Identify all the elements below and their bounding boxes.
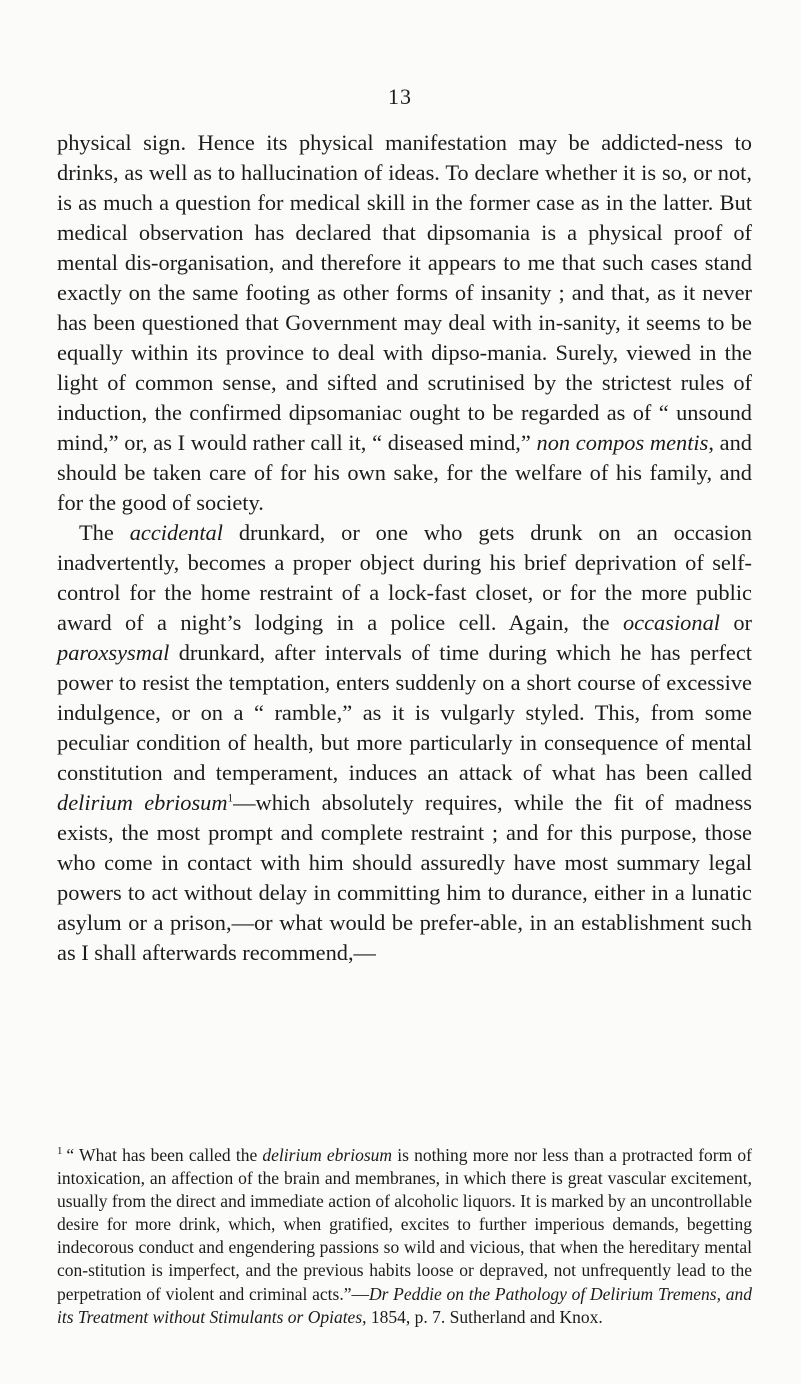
page-number: 13: [388, 84, 412, 109]
footnote-marker: 1: [57, 1145, 63, 1158]
paragraph-1: [57, 128, 752, 518]
paragraph-2-segment-5: or: [720, 610, 753, 635]
paragraph-2-segment-4: occasional: [622, 610, 720, 635]
footnote-segment-2: delirium ebriosum: [262, 1145, 393, 1165]
footnote-citation-title: Dr Peddie on the Pathology of Delirium Tremens, and its Treatment without Stimulants or Opiates: [57, 1283, 752, 1327]
footnote-reference: 1: [227, 792, 234, 805]
paragraph-2: [57, 518, 752, 968]
paragraph-2-segment-1: The: [79, 520, 130, 545]
paragraph-2-segment-10: —which absolutely requires, while the fit of madness exists, the most prompt and complete restraint ; and for this purpose, those who come in contact with him should assuredly have most summary legal powers to act without delay in committing him to durance, either in a lunatic asylum or a prison,—or what would be prefer-able, in an establishment such as I shall afterwards recommend,—: [57, 790, 752, 965]
paragraph-2-segment-2: accidental: [129, 520, 223, 545]
main-text: [57, 128, 752, 968]
paragraph-1-segment-3: , and should be taken care of for his own sake, for the welfare of his family, and for the good of society.: [57, 430, 752, 515]
footnote: [57, 1144, 752, 1329]
paragraph-2-segment-8: delirium ebriosum: [57, 790, 228, 815]
footnote-segment-3: is nothing more nor less than a protracted form of intoxication, an affection of the brain and membranes, in which there is great vascular excitement, usually from the direct and immediate action of alcoholic liquors. It is marked by an uncontrollable desire for more drink, which, when gratified, excites to further imperious demands, begetting indecorous conduct and engendering passions so wild and vicious, that when the hereditary mental con-stitution is imperfect, and the previous habits loose or depraved, not unfrequently lead to the perpetration of violent and criminal acts.”—: [57, 1145, 752, 1304]
paragraph-2-segment-7: drunkard, after intervals of time during which he has perfect power to resist the temptation, enters suddenly on a short course of excessive indulgence, or on a “ ramble,” as it is vulgarly styled. This, from some peculiar condition of health, but more particularly in consequence of mental constitution and temperament, induces an attack of what has been called: [57, 640, 752, 785]
footnote-segment-1: “ What has been called the: [66, 1145, 263, 1165]
paragraph-1-segment-1: physical sign. Hence its physical manifestation may be addicted-ness to drinks, as well as to hallucination of ideas. To declare whether it is so, or not, is as much a question for medical skill in the former case as in the latter. But medical observation has declared that dipsomania is a physical proof of mental dis-organisation, and therefore it appears to me that such cases stand exactly on the same footing as other forms of insanity ; and that, as it never has been questioned that Government may deal with in-sanity, it seems to be equally within its province to deal with dipso-mania. Surely, viewed in the light of common sense, and sifted and scrutinised by the strictest rules of induction, the confirmed dipsomaniac ought to be regarded as of “ unsound mind,” or, as I would rather call it, “ diseased mind,”: [57, 130, 752, 455]
footnote-segment-5: , 1854, p. 7. Sutherland and Knox.: [362, 1306, 603, 1327]
paragraph-1-segment-2: non compos mentis: [536, 430, 709, 455]
paragraph-2-segment-3: drunkard, or one who gets drunk on an occasion inadvertently, becomes a proper object during his brief deprivation of self-control for the home restraint of a lock-fast closet, or for the more public award of a night’s lodging in a police cell. Again, the: [57, 520, 752, 635]
footnote-paragraph: [57, 1144, 752, 1329]
paragraph-2-segment-6: paroxsysmal: [57, 640, 170, 665]
